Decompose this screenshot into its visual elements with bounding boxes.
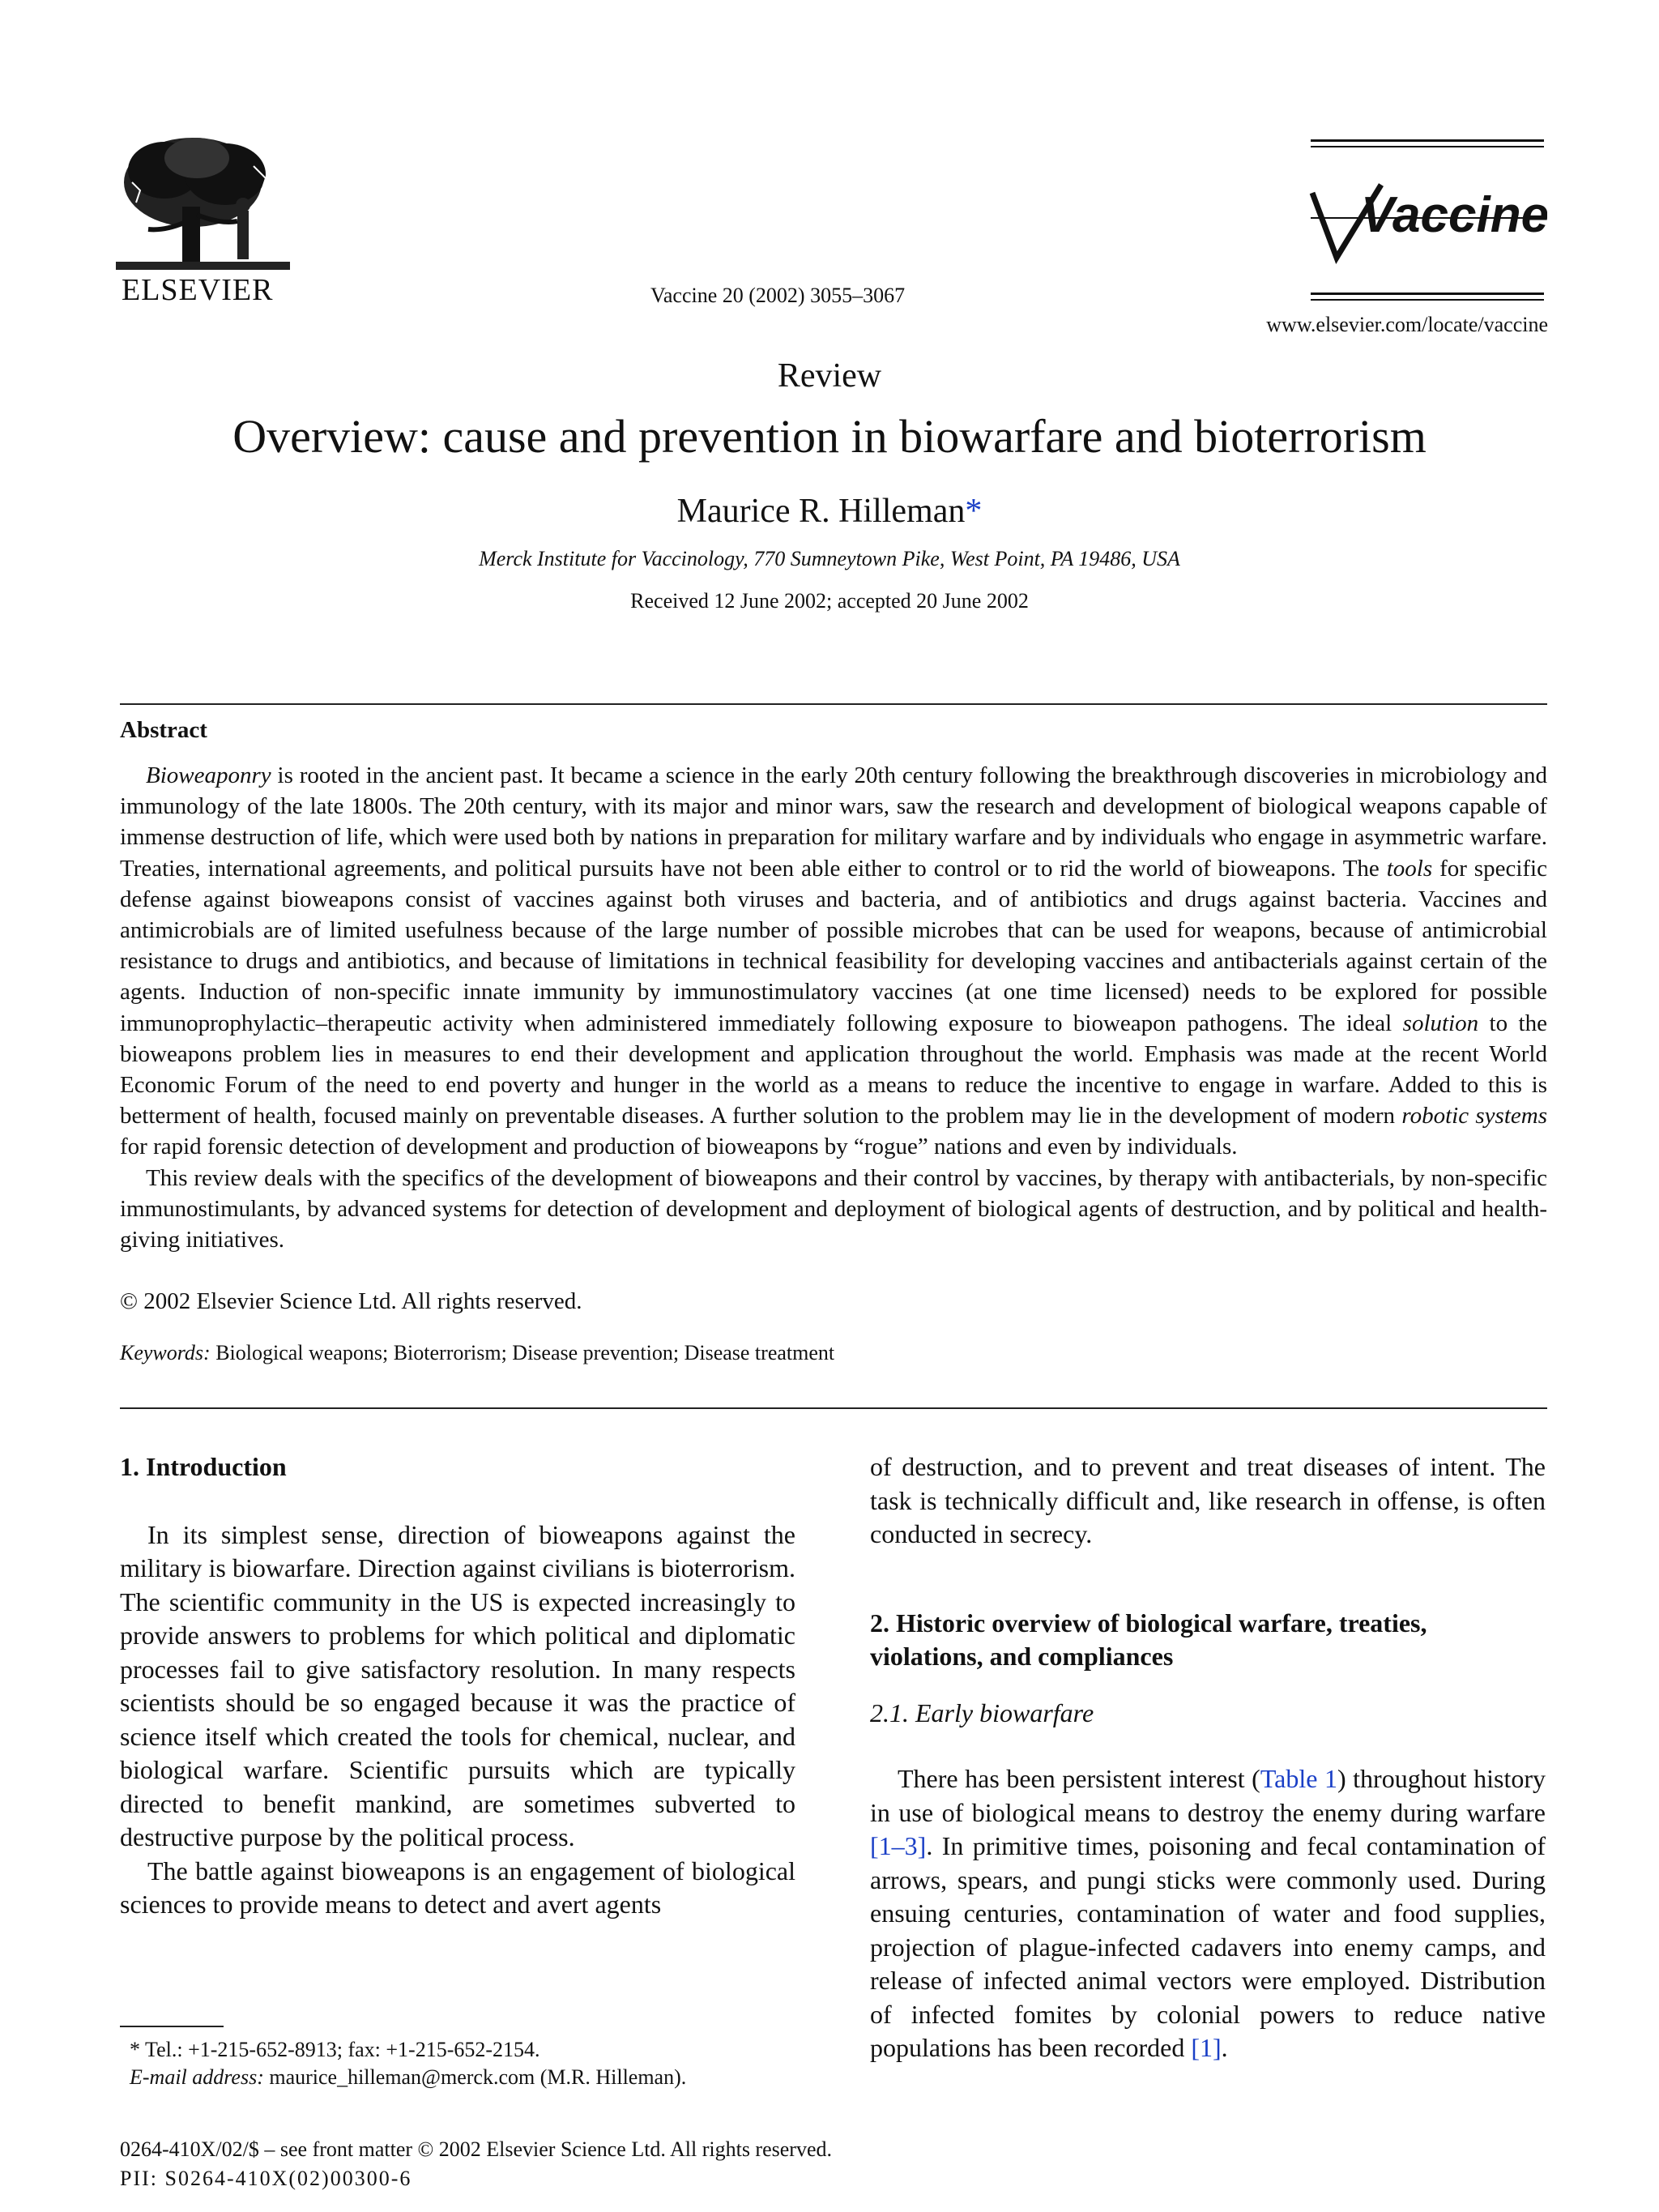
vaccine-logo-icon [1304,136,1547,306]
abstract-bottom-rule [120,1407,1547,1409]
abstract-heading: Abstract [120,717,207,743]
publisher-name: ELSEVIER [122,273,274,307]
vaccine-journal-logo [1304,136,1547,306]
left-column [120,1450,795,1922]
section-heading-introduction: 1. Introduction [120,1452,287,1481]
table-1-link[interactable]: Table 1 [1260,1764,1337,1793]
early-biowarfare-paragraph: There has been persistent interest (Table 1) throughout history in use of biological means to destroy the enemy during warfare [1–3]. In primitive times, poisoning and fecal contamination of arrows, spears, and pungi sticks were commonly used. During ensuing centuries, contamination of water and food supplies, projection of plague-infected cadavers into enemy camps, and release of infected animal vectors were employed. Distribution of infected fomites by colonial powers to reduce native populations has been recorded [1]. [870,1764,1546,2062]
article-dates: Received 12 June 2002; accepted 20 June 2002 [630,589,1029,613]
article-type: Review [777,357,882,395]
keywords [120,1341,834,1365]
intro-paragraph-2-continued: of destruction, and to prevent and treat diseases of intent. The task is technically difficult and, like research in offense, is often conducted in secrecy. [870,1452,1546,1548]
keywords-list: Biological weapons; Bioterrorism; Disease prevention; Disease treatment [210,1341,835,1364]
section-heading-historic-overview: 2. Historic overview of biological warfare, treaties, violations, and compliances [870,1608,1427,1671]
author-name: Maurice R. Hilleman [676,493,966,530]
abstract-top-rule [120,703,1547,705]
reference-1-3-link[interactable]: [1–3] [870,1831,927,1860]
article-title: Overview: cause and prevention in biowarfare and bioterrorism [232,410,1427,463]
svg-text:Vaccine: Vaccine [1361,187,1547,243]
footnote-rule [120,2026,224,2027]
author-footnote-mark[interactable]: * [965,493,983,530]
abstract-copyright: © 2002 Elsevier Science Ltd. All rights reserved. [120,1288,582,1314]
footnote-email: E-mail address: maurice_hilleman@merck.com (M.R. Hilleman). [130,2065,687,2089]
subsection-heading-early-biowarfare: 2.1. Early biowarfare [870,1697,1094,1727]
tree-icon [116,134,290,275]
keywords-label: Keywords: [120,1341,211,1364]
journal-citation: Vaccine 20 (2002) 3055–3067 [650,284,906,307]
intro-paragraph-2: The battle against bioweapons is an engagement of biological sciences to provide means to detect and avert agents [120,1855,795,1919]
footnote-contact: * Tel.: +1-215-652-8913; fax: +1-215-652-2154. [130,2038,540,2061]
journal-url[interactable]: www.elsevier.com/locate/vaccine [1266,313,1548,336]
abstract-body [120,760,1547,1255]
author-line [0,492,1659,531]
issn-line: 0264-410X/02/$ – see front matter © 2002 Elsevier Science Ltd. All rights reserved. [120,2137,832,2161]
abstract-paragraph-1: Bioweaponry is rooted in the ancient past. It became a science in the early 20th century following the breakthrough discoveries in microbiology and immunology of the late 1800s. The 20th century, with its major and minor wars, saw the research and development of biological weapons capable of immense destruction of life, which were used both by nations in preparation for military warfare and by individuals who engage in asymmetric warfare. Treaties, international agreements, and political pursuits have not been able either to control or to rid the world of bioweapons. The tools for specific defense against bioweapons consist of vaccines against both viruses and bacteria, and of antibiotics and drugs against bacteria. Vaccines and antimicrobials are of limited usefulness because of the large number of possible microbes that can be used for weapons, because of antimicrobial resistance to drugs and antibiotics, and because of limitations in technical feasibility for developing vaccines and antibacterials against certain of the agents. Induction of non-specific innate immunity by immunostimulatory vaccines (at one time licensed) needs to be explored for possible immunoprophylactic–therapeutic activity when administered immediately following exposure to bioweapon pathogens. The ideal solution to the bioweapons problem lies in measures to end their development and application throughout the world. Emphasis was made at the recent World Economic Forum of the need to end poverty and hunger in the world as a means to reduce the incentive to engage in warfare. Added to this is betterment of health, focused mainly on preventable diseases. A further solution to the problem may lie in the development of modern robotic systems for rapid forensic detection of development and production of bioweapons by “rogue” nations and even by individuals. [120,762,1548,1160]
right-column [870,1450,1546,2065]
affiliation: Merck Institute for Vaccinology, 770 Sumneytown Pike, West Point, PA 19486, USA [479,547,1180,570]
front-matter [120,2135,832,2193]
intro-paragraph-1: In its simplest sense, direction of bioweapons against the military is biowarfare. Direction against civilians is bioterrorism. The scientific community in the US is expected increasingly to provide answers to problems for which political and diplomatic processes fail to give satisfactory resolution. In many respects scientists should be so engaged because it was the practice of science itself which created the tools for chemical, nuclear, and biological warfare. Scientific pursuits which are typically directed to benefit mankind, are sometimes subverted to destructive purpose by the political process. [120,1519,795,1851]
pii-line: PII: S0264-410X(02)00300-6 [120,2167,412,2190]
reference-1-link[interactable]: [1] [1191,2033,1222,2062]
author-footnote [130,2036,686,2091]
abstract-paragraph-2: This review deals with the specifics of the development of bioweapons and their control by vaccines, by therapy with antibacterials, by non-specific immunostimulants, by advanced systems for detection of development and deployment of biological agents of destruction, and by political and health-giving initiatives. [120,1164,1547,1253]
